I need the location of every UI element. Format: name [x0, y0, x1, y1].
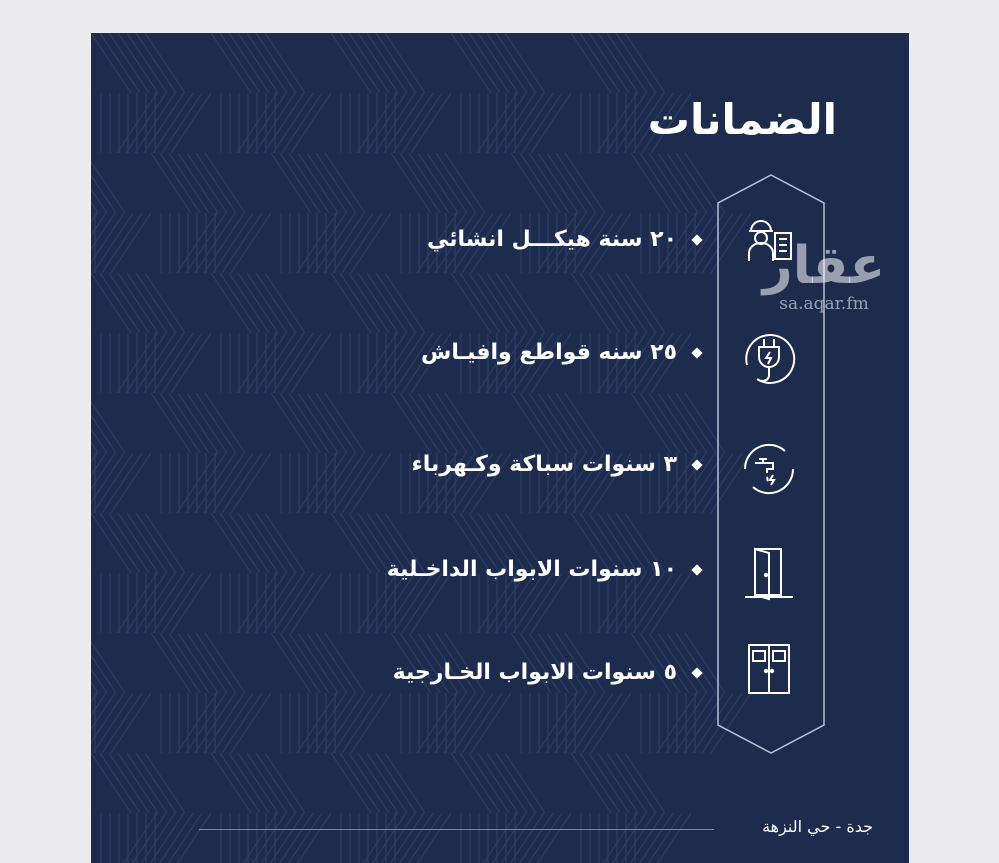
guarantee-label: ٢٠ سنة هيكـــل انشائي [427, 227, 677, 252]
location-label: جدة - حي النزهة [762, 817, 873, 836]
guarantee-label: ١٠ سنوات الابواب الداخـلية [386, 557, 677, 582]
faucet-electricity-icon [737, 437, 801, 501]
guarantee-label: ٥ سنوات الابواب الخـارجية [392, 660, 677, 685]
bullet-icon [691, 667, 702, 678]
aqar-watermark [744, 238, 904, 314]
interior-door-icon [737, 541, 801, 605]
bullet-icon [691, 234, 702, 245]
bullet-icon [691, 459, 702, 470]
electric-plug-icon [737, 325, 801, 389]
bullet-icon [691, 564, 702, 575]
guarantee-label: ٣ سنوات سباكة وكـهرباء [411, 452, 677, 477]
guarantee-item-interior-doors [387, 557, 701, 582]
watermark-logo: عقار [762, 236, 886, 296]
guarantees-card [91, 33, 909, 863]
page-title: الضمانات [647, 95, 837, 144]
guarantee-item-plumbing [412, 452, 701, 477]
footer-divider [199, 829, 714, 830]
exterior-double-door-icon [737, 637, 801, 701]
bullet-icon [691, 347, 702, 358]
guarantee-item-structure [427, 227, 701, 252]
guarantee-item-breakers [421, 340, 701, 365]
watermark-url: sa.aqar.fm [779, 294, 869, 314]
guarantee-item-exterior-doors [393, 660, 701, 685]
guarantee-label: ٢٥ سنه قواطع وافيـاش [420, 340, 677, 365]
